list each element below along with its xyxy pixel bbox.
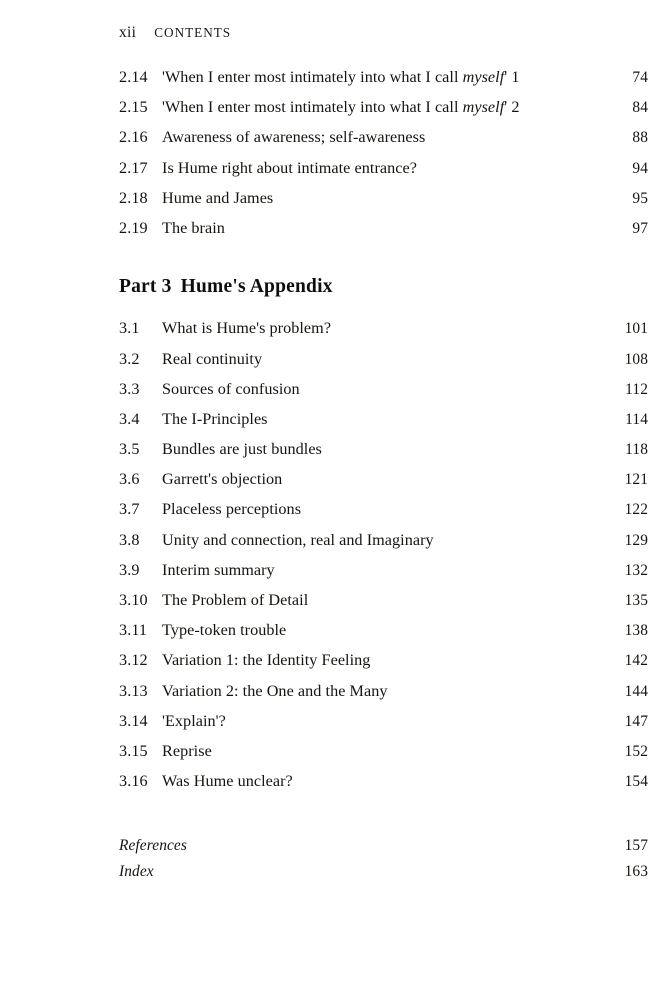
toc-entry-title: Bundles are just bundles <box>162 440 322 459</box>
toc-entry[interactable] <box>119 470 648 500</box>
toc-entry[interactable] <box>119 591 648 621</box>
toc-entry-number: 2.16 <box>119 128 148 147</box>
toc-entry-number: 2.18 <box>119 188 148 207</box>
toc-entry[interactable] <box>119 621 648 651</box>
toc-entry-page-number: 84 <box>632 99 648 117</box>
toc-entry-title: Garrett's objection <box>162 470 283 489</box>
toc-entry-number: 3.7 <box>119 500 140 519</box>
toc-entry[interactable] <box>119 742 648 772</box>
toc-entry-page-number: 97 <box>632 219 648 237</box>
toc-entry-title: Interim summary <box>162 560 275 579</box>
toc-entry-title: Real continuity <box>162 349 263 368</box>
toc-entry-title: 'When I enter most intimately into what I call myself' 1 <box>162 68 520 86</box>
toc-entry[interactable] <box>119 68 648 98</box>
backmatter-entry-title: References <box>119 837 187 855</box>
toc-entry-number: 3.12 <box>119 651 148 670</box>
toc-entry[interactable] <box>119 189 648 219</box>
toc-entry[interactable] <box>119 651 648 681</box>
toc-entry-number: 3.4 <box>119 409 140 428</box>
toc-entry-page-number: 101 <box>624 320 648 338</box>
toc-entry-title: The I-Principles <box>162 409 268 428</box>
toc-entry-title: Reprise <box>162 741 212 760</box>
backmatter-entry-page-number: 157 <box>624 837 648 855</box>
toc-entry[interactable] <box>119 219 648 249</box>
running-head <box>119 24 231 42</box>
toc-entry[interactable] <box>119 410 648 440</box>
toc-entry[interactable] <box>119 500 648 530</box>
toc-entry-number: 2.19 <box>119 218 148 237</box>
toc-entry-page-number: 121 <box>624 471 648 489</box>
toc-entry-number: 3.9 <box>119 560 140 579</box>
toc-entry-title: 'When I enter most intimately into what I call myself' 2 <box>162 98 520 117</box>
toc-entry[interactable] <box>119 98 648 128</box>
toc-entry-title: Variation 2: the One and the Many <box>162 681 388 700</box>
toc-entry-number: 3.2 <box>119 349 140 368</box>
toc-entry-page-number: 112 <box>625 380 648 398</box>
toc-entry[interactable] <box>119 712 648 742</box>
toc-entry[interactable] <box>119 319 648 349</box>
table-of-contents <box>119 68 648 888</box>
part-heading <box>119 276 648 306</box>
toc-entry-title: Hume and James <box>162 188 274 207</box>
toc-entry-number: 2.15 <box>119 98 148 117</box>
toc-entry-number: 3.13 <box>119 681 148 700</box>
part-heading-label: Part 3 <box>119 276 172 298</box>
toc-entry-title: The brain <box>162 218 225 237</box>
toc-entry-number: 3.16 <box>119 772 148 791</box>
toc-entry-number: 3.3 <box>119 379 140 398</box>
toc-entry-page-number: 144 <box>624 682 648 700</box>
toc-entry-title: The Problem of Detail <box>162 591 309 609</box>
toc-entry-number: 3.15 <box>119 741 148 760</box>
toc-entry-page-number: 114 <box>625 410 648 428</box>
toc-entry[interactable] <box>119 772 648 802</box>
toc-entry-page-number: 152 <box>624 742 648 760</box>
toc-entry-title: 'Explain'? <box>162 711 226 730</box>
toc-entry-title: Was Hume unclear? <box>162 772 293 791</box>
toc-entry-number: 3.10 <box>119 591 148 609</box>
toc-entry-page-number: 129 <box>624 531 648 549</box>
toc-group-part3 <box>119 319 648 802</box>
toc-entry[interactable] <box>119 128 648 158</box>
toc-entry-page-number: 138 <box>624 622 648 640</box>
toc-entry-page-number: 94 <box>632 159 648 177</box>
toc-entry-title: Type-token trouble <box>162 621 287 640</box>
toc-entry[interactable] <box>119 350 648 380</box>
toc-entry[interactable] <box>119 380 648 410</box>
toc-entry-page-number: 142 <box>624 652 648 670</box>
toc-entry-page-number: 135 <box>624 592 648 609</box>
toc-group-part2 <box>119 68 648 249</box>
toc-entry-number: 3.6 <box>119 470 140 489</box>
toc-entry-title: Is Hume right about intimate entrance? <box>162 158 417 177</box>
toc-entry-number: 3.11 <box>119 621 148 640</box>
toc-entry[interactable] <box>119 531 648 561</box>
toc-entry-page-number: 154 <box>624 773 648 791</box>
toc-entry-number: 2.17 <box>119 158 148 177</box>
toc-entry-title: What is Hume's problem? <box>162 319 332 338</box>
toc-entry-title: Unity and connection, real and Imaginary <box>162 530 434 549</box>
running-head-title: CONTENTS <box>154 25 232 40</box>
backmatter-entry-title: Index <box>119 862 154 880</box>
backmatter-group <box>119 837 648 888</box>
toc-entry-title: Sources of confusion <box>162 379 300 398</box>
backmatter-entry[interactable] <box>119 837 648 863</box>
toc-entry-number: 3.1 <box>119 319 140 338</box>
toc-entry-title: Awareness of awareness; self-awareness <box>162 128 426 147</box>
backmatter-entry-page-number: 163 <box>624 862 648 880</box>
backmatter-entry[interactable] <box>119 863 648 889</box>
toc-entry-page-number: 118 <box>625 441 648 459</box>
toc-entry-page-number: 132 <box>624 561 648 579</box>
toc-entry-page-number: 88 <box>632 129 648 147</box>
toc-entry-number: 3.14 <box>119 711 148 730</box>
toc-entry-title: Variation 1: the Identity Feeling <box>162 651 371 670</box>
toc-entry-number: 3.8 <box>119 530 140 549</box>
toc-entry-number: 3.5 <box>119 440 140 459</box>
toc-entry-number: 2.14 <box>119 68 148 86</box>
toc-entry-page-number: 147 <box>624 712 648 730</box>
toc-entry[interactable] <box>119 682 648 712</box>
toc-entry[interactable] <box>119 561 648 591</box>
toc-entry[interactable] <box>119 440 648 470</box>
toc-entry-page-number: 95 <box>632 189 648 207</box>
toc-entry-title: Placeless perceptions <box>162 500 302 519</box>
toc-entry-title-emphasis: myself <box>462 98 505 117</box>
toc-entry[interactable] <box>119 159 648 189</box>
toc-entry-page-number: 108 <box>624 350 648 368</box>
page-folio: xii <box>119 24 137 41</box>
toc-entry-page-number: 74 <box>632 69 648 86</box>
part-heading-title: Hume's Appendix <box>180 276 333 298</box>
toc-entry-page-number: 122 <box>624 501 648 519</box>
toc-entry-title-emphasis: myself <box>462 68 505 86</box>
